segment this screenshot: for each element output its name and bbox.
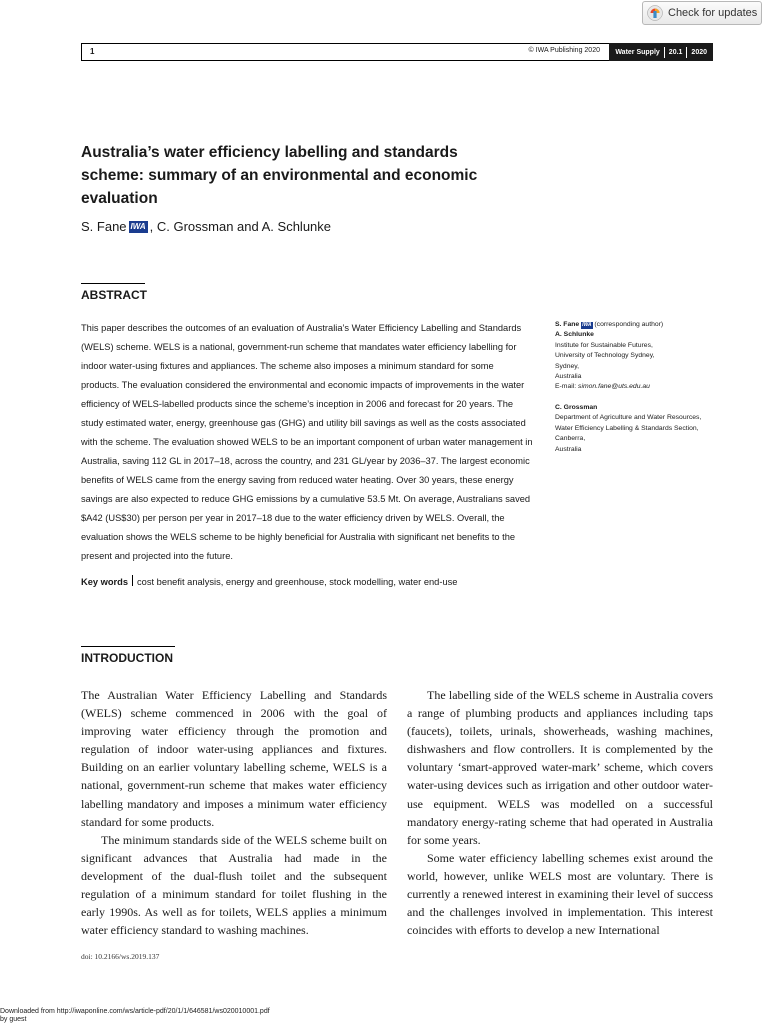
doi: doi: 10.2166/ws.2019.137 [81, 952, 160, 961]
download-url[interactable]: Downloaded from http://iwaponline.com/ws/article-pdf/20/1/1/646581/ws020010001.pdf [0, 1008, 270, 1015]
abstract-heading: ABSTRACT [81, 288, 147, 302]
journal-badge [609, 43, 713, 61]
introduction-heading: INTRODUCTION [81, 651, 173, 665]
intro-column-right [407, 686, 713, 939]
abstract-text: This paper describes the outcomes of an evaluation of Australia’s Water Efficiency Labelling and Standards (WELS) scheme. WELS is a national, government-run scheme that mandates water efficiency labelling for indoor water-using fixtures and appliances. The scheme also imposes a minimum standard for some products. The evaluation considered the environmental and economic impacts of improvements in the water efficiency of WELS-labelled products since the scheme’s inception in 2006 and forecast for 20 years. The study estimated water, energy, greenhouse gas (GHG) and utility bill savings as well as the costs associated with the scheme. The evaluation showed WELS to be an important component of urban water management in Australia, saving 112 GL in 2017–18, across the country, and 231 GL/year by 2036–37. The largest economic benefits of WELS came from the energy saving from reduced water heating. Over 30 years, these energy savings are also expected to reduce GHG emissions by a cumulative 53.5 Mt. On average, Australians saved $A42 (US$30) per person per year in 2017–18 due to the water efficiency driven by WELS. Overall, the evaluation shows the WELS scheme to be highly beneficial for Australia with significant net benefits to the present and projected into the future. [81, 323, 533, 561]
aff-line: Institute for Sustainable Futures, [555, 341, 653, 349]
journal-year: 2020 [691, 48, 707, 56]
paragraph: Some water efficiency labelling schemes exist around the world, however, unlike WELS most are voluntary. There is currently a renewed interest in examining their level of success and the challenges involved in implementation. This interest coincides with efforts to develop a new International [407, 850, 713, 938]
paragraph: The labelling side of the WELS scheme in Australia covers a range of plumbing products and appliances including taps (faucets), toilets, urinals, showerheads, washing machines, dishwashers and flow controllers. It is complemented by the voluntary ‘smart-approved water-mark’ scheme, which covers water-using devices such as irrigation and other outdoor water-use equipment. WELS was modelled on a successful mandatory energy-rating scheme that had operated in Australia for some years. [407, 688, 713, 847]
aff-line: Canberra, [555, 435, 586, 443]
check-for-updates-label: Check for updates [668, 7, 758, 19]
email-link[interactable]: simon.fane@uts.edu.au [578, 383, 650, 391]
iwa-member-icon: IWA [130, 221, 146, 231]
journal-name: Water Supply [615, 48, 660, 56]
keywords-list: cost benefit analysis, energy and greenhouse, stock modelling, water end-use [137, 577, 458, 587]
corresponding-note: (corresponding author) [594, 321, 664, 328]
copyright: © IWA Publishing 2020 [528, 47, 600, 54]
aff-line: Australia [555, 373, 582, 381]
abstract-rule [81, 283, 145, 284]
aff-line: Water Efficiency Labelling & Standards Section, [555, 424, 699, 432]
keywords [81, 575, 533, 587]
introduction-rule [81, 646, 175, 647]
journal-volume: 20.1 [668, 48, 683, 56]
journal-header [81, 43, 713, 61]
author-first: S. Fane [81, 219, 127, 234]
author-rest: , C. Grossman and A. Schlunke [149, 219, 332, 234]
iwa-member-small-icon: IWA [582, 322, 592, 328]
paragraph: The Australian Water Efficiency Labelling and Standards (WELS) scheme commenced in 2006 with the goal of improving water efficiency through the promotion and regulation of indoor water-using appliances and fixtures. Building on an earlier voluntary labelling scheme, WELS is a national, government-run scheme that makes water efficiency labelling mandatory and imposes a minimum water efficiency standard for some products. [81, 688, 387, 829]
aff-author-1: S. Fane [555, 321, 580, 328]
intro-column-left [81, 686, 387, 939]
email-label: E-mail: [555, 383, 579, 391]
aff-author-3: C. Grossman [555, 404, 598, 411]
page-number: 1 [90, 47, 95, 56]
aff-line: Sydney, [555, 362, 580, 370]
aff-line: Australia [555, 445, 582, 453]
download-notice [0, 1008, 270, 1024]
keywords-label: Key words [81, 577, 129, 587]
aff-line: University of Technology Sydney, [555, 352, 655, 360]
affiliation-block-b [555, 403, 755, 455]
affiliation-block-a [555, 320, 755, 393]
paragraph: The minimum standards side of the WELS scheme built on significant advances that Australia had made in the development of the dual-flush toilet and the subsequent regulation of a minimum standard for toilet flushing in the early 1990s. As well as for toilets, WELS applies a minimum water efficiency standard to washing machines. [81, 832, 387, 938]
crossmark-icon [647, 5, 663, 21]
article-title: Australia’s water efficiency labelling and standards scheme: summary of an environmental and economic evaluation [81, 144, 478, 207]
aff-author-2: A. Schlunke [555, 331, 594, 339]
author-line [81, 219, 331, 234]
check-for-updates-button[interactable] [642, 1, 762, 25]
aff-line: Department of Agriculture and Water Resources, [555, 414, 702, 422]
download-guest: by guest [0, 1016, 27, 1023]
